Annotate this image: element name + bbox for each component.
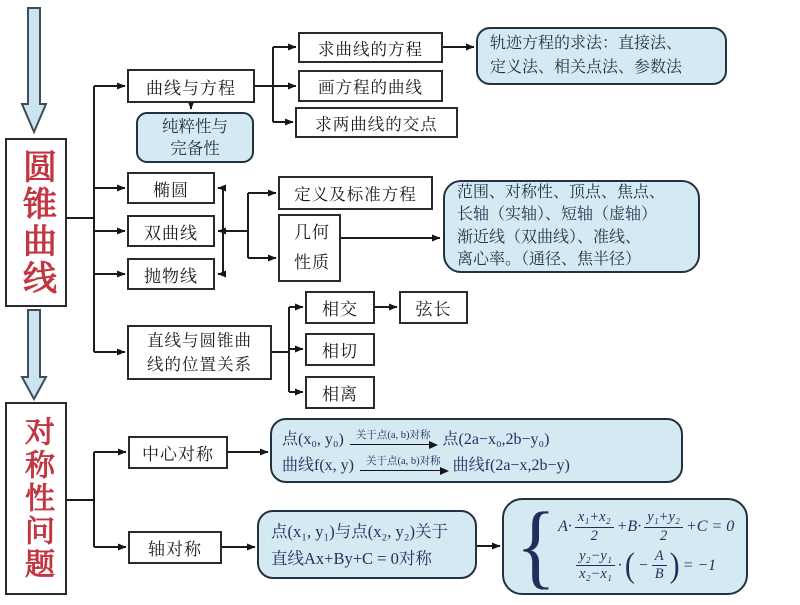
eq2-frac2-den: B xyxy=(654,566,664,583)
node-symmetry-problems-label: 对称性问题 xyxy=(20,416,53,581)
node-parabola xyxy=(127,258,215,290)
node-intersect-label: 相交 xyxy=(322,300,358,319)
node-hyperbola xyxy=(127,215,215,247)
properties-line1: 范围、对称性、顶点、焦点、 xyxy=(457,183,666,201)
equation-stack xyxy=(558,510,734,584)
central-row1-left: 点(x₀, y₀) xyxy=(282,431,344,448)
node-central-symmetry-label: 中心对称 xyxy=(142,445,214,464)
node-symmetry-problems xyxy=(5,402,67,595)
node-trajectory-methods xyxy=(476,27,727,85)
central-formula-row2 xyxy=(282,452,671,475)
node-intersect xyxy=(305,291,375,324)
node-geometric-properties xyxy=(278,214,341,282)
node-central-symmetry-formulas xyxy=(270,418,683,483)
eq1-fraction2 xyxy=(644,510,683,545)
eq1-frac1-num: x₁+x₂ xyxy=(575,510,614,528)
node-chord-length xyxy=(399,291,468,324)
eq1-term1: A· xyxy=(558,518,572,536)
line-conic-line1: 直线与圆锥曲 xyxy=(147,330,252,350)
central-row2-right: 曲线f(2a−x,2b−y) xyxy=(452,457,570,474)
eq2-dot: · xyxy=(617,556,622,574)
equation-2 xyxy=(576,546,717,585)
central-row1-arrow: 关于点(a, b)对称 xyxy=(350,430,437,445)
node-ellipse-label: 椭圆 xyxy=(153,180,189,200)
purity-line1: 纯粹性与 xyxy=(162,116,228,136)
node-hyperbola-label: 双曲线 xyxy=(144,223,198,243)
node-find-curve-equation xyxy=(298,32,443,63)
axial-line2: 直线Ax+By+C = 0对称 xyxy=(271,548,432,568)
flow-arrow-middle xyxy=(22,310,46,399)
central-row1-right: 点(2a−x₀,2b−y₀) xyxy=(442,431,550,448)
node-parabola-label: 抛物线 xyxy=(144,266,198,286)
central-formula-row1 xyxy=(282,426,671,449)
eq2-right-paren: ) xyxy=(669,546,680,585)
central-row2-arrow: 关于点(a, b)对称 xyxy=(360,456,447,471)
eq2-fraction2 xyxy=(652,549,667,584)
eq1-frac1-den: 2 xyxy=(590,527,598,544)
node-axial-symmetry xyxy=(128,531,222,564)
node-definition-standard-equation-label: 定义及标准方程 xyxy=(294,185,417,204)
equation-1 xyxy=(558,510,734,545)
eq2-left-paren: ( xyxy=(624,546,635,585)
purity-line2: 完备性 xyxy=(170,138,220,158)
node-axial-symmetry-equations xyxy=(502,493,748,599)
geometric-line1: 几何 xyxy=(294,223,330,242)
eq1-fraction1 xyxy=(575,510,614,545)
node-axial-symmetry-label: 轴对称 xyxy=(148,540,202,559)
eq2-frac1-den: x₂−x₁ xyxy=(579,566,612,583)
eq1-frac2-den: 2 xyxy=(659,527,668,544)
eq2-frac2-num: A xyxy=(652,549,667,567)
line-conic-line2: 线的位置关系 xyxy=(147,354,252,374)
node-central-symmetry xyxy=(128,436,228,469)
node-axial-symmetry-condition xyxy=(257,510,477,579)
node-tangent xyxy=(305,333,375,366)
properties-line4: 离心率。（通径、焦半径） xyxy=(457,251,642,268)
node-definition-standard-equation xyxy=(278,176,433,210)
node-draw-curve-label: 画方程的曲线 xyxy=(318,78,423,97)
node-purity-completeness xyxy=(136,112,254,163)
node-draw-curve xyxy=(298,70,443,102)
node-separate xyxy=(305,376,375,409)
eq2-fraction1 xyxy=(576,549,615,584)
node-curve-and-equation xyxy=(127,69,255,103)
properties-line3: 渐近线（双曲线）、准线、 xyxy=(457,228,642,246)
trajectory-line1: 轨迹方程的求法：直接法、 xyxy=(490,35,683,52)
flow-arrow-top xyxy=(22,8,46,132)
node-separate-label: 相离 xyxy=(322,385,358,404)
node-ellipse xyxy=(127,172,215,204)
axial-line1: 点(x₁, y₁)与点(x₂, y₂)关于 xyxy=(271,521,448,541)
eq2-minus: − xyxy=(637,556,649,574)
eq1-term3: +C = 0 xyxy=(685,518,735,536)
node-properties-detail xyxy=(443,180,700,273)
node-conic-curves-label: 圆锥曲线 xyxy=(17,148,55,297)
node-find-intersections xyxy=(295,107,458,138)
eq2-frac1-num: y₂−y₁ xyxy=(576,549,615,567)
node-line-conic-position xyxy=(127,325,272,380)
geometric-line2: 性质 xyxy=(294,253,330,272)
node-chord-length-label: 弦长 xyxy=(415,300,452,319)
central-row2-left: 曲线f(x, y) xyxy=(282,457,354,474)
trajectory-line2: 定义法、相关点法、参数法 xyxy=(490,59,683,76)
eq1-frac2-num: y₁+y₂ xyxy=(644,510,683,528)
node-find-intersections-label: 求两曲线的交点 xyxy=(315,114,438,134)
node-tangent-label: 相切 xyxy=(322,342,358,361)
eq2-result: = −1 xyxy=(682,556,717,574)
node-conic-curves xyxy=(5,138,67,307)
properties-line2: 长轴（实轴）、短轴（虚轴） xyxy=(457,206,658,223)
eq1-term2: +B· xyxy=(616,518,642,536)
node-find-curve-equation-label: 求曲线的方程 xyxy=(318,39,423,59)
node-curve-and-equation-label: 曲线与方程 xyxy=(146,78,236,98)
system-brace: { xyxy=(515,493,557,599)
